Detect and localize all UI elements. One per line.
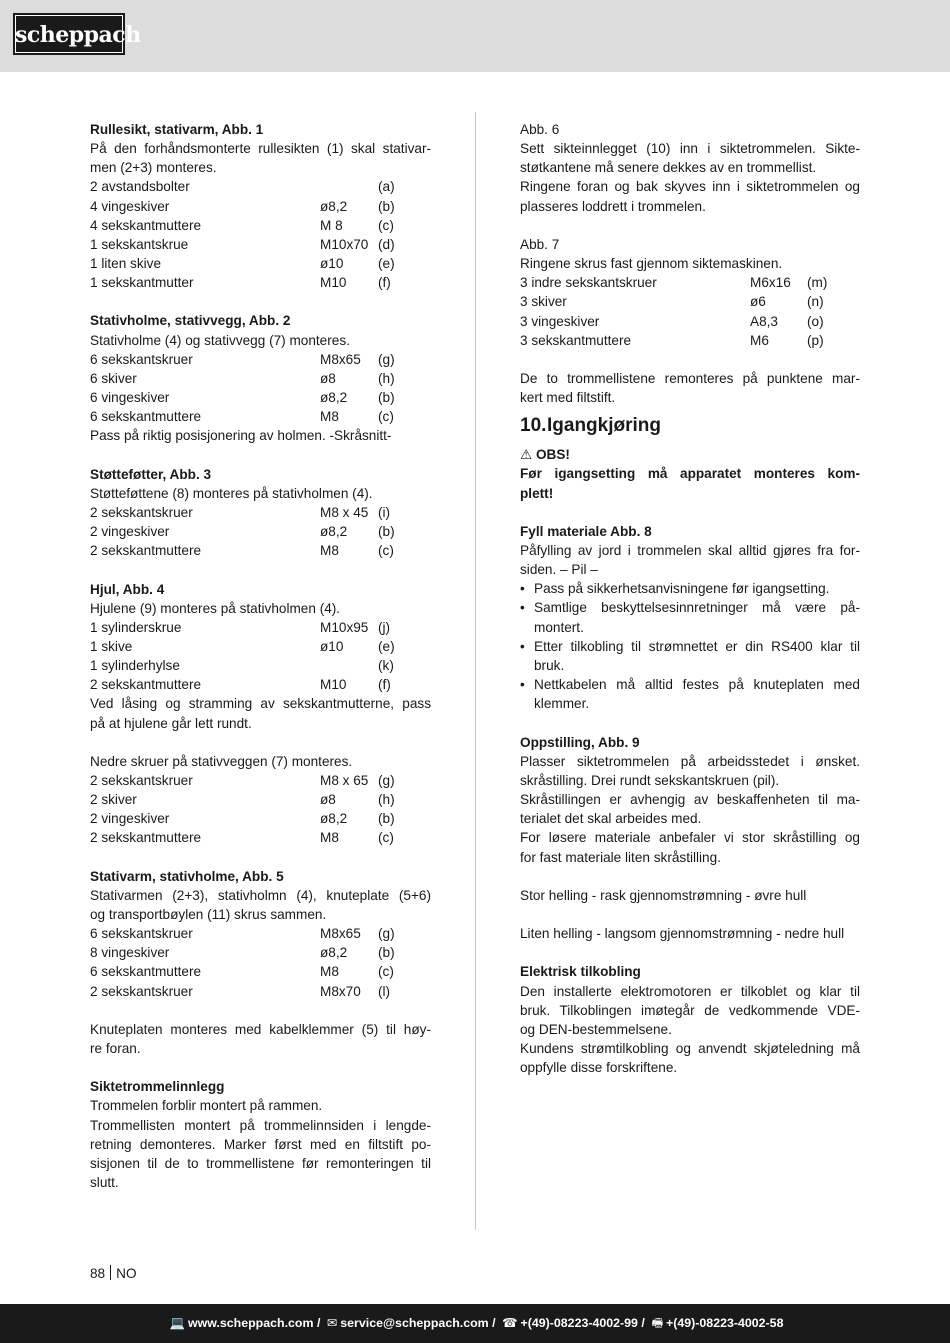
part-ref: (f) bbox=[378, 275, 391, 291]
part-ref: (b) bbox=[378, 198, 395, 214]
part-name: 1 sylinderskrue bbox=[90, 619, 182, 635]
parts-row bbox=[90, 962, 431, 981]
body-line: Stativarmen (2+3), stativholmn (4), knuteplate (5+6) bbox=[90, 887, 431, 903]
body-line: Hjulene (9) monteres på stativholmen (4). bbox=[90, 600, 341, 616]
footer-bar bbox=[0, 1304, 950, 1343]
body-line: Skråstillingen er avhengig av beskaffenheten til ma- bbox=[520, 792, 860, 808]
part-size: M10x95 bbox=[320, 619, 369, 635]
part-size: ø8 bbox=[320, 792, 336, 808]
part-size: A8,3 bbox=[750, 313, 778, 329]
parts-row bbox=[90, 943, 431, 962]
page-language: NO bbox=[116, 1266, 137, 1281]
section-heading: Stativarm, stativholme, Abb. 5 bbox=[90, 868, 284, 884]
body-line: For løsere materiale anbefaler vi stor skråstilling og bbox=[520, 830, 860, 846]
body-line: Nedre skruer på stativveggen (7) monteres. bbox=[90, 753, 353, 769]
part-size: M8x65 bbox=[320, 926, 361, 942]
section-heading: Fyll materiale Abb. 8 bbox=[520, 523, 652, 539]
body-line: Pass på riktig posisjonering av holmen. -Skråsnitt- bbox=[90, 428, 392, 444]
list-item bbox=[520, 579, 860, 598]
body-line: siden. – Pil – bbox=[520, 562, 598, 578]
parts-row bbox=[90, 982, 431, 1001]
part-name: 6 vingeskiver bbox=[90, 390, 170, 406]
list-item-text: Nettkabelen må alltid festes på knuteplaten med bbox=[534, 677, 860, 693]
part-ref: (b) bbox=[378, 811, 395, 827]
part-ref: (j) bbox=[378, 619, 391, 635]
body-line: plasseres loddrett i trommelen. bbox=[520, 198, 706, 214]
body-line: Støtteføttene (8) monteres på stativholmen (4). bbox=[90, 485, 373, 501]
part-name: 2 skiver bbox=[90, 792, 137, 808]
part-name: 1 sylinderhylse bbox=[90, 658, 180, 674]
part-name: 8 vingeskiver bbox=[90, 945, 170, 961]
parts-row bbox=[90, 503, 431, 522]
part-name: 2 sekskantskruer bbox=[90, 772, 193, 788]
part-ref: (c) bbox=[378, 217, 394, 233]
section-heading: Rullesikt, stativarm, Abb. 1 bbox=[90, 122, 264, 137]
body-line: skråstilling. Drei rundt sekskantskruen (pil). bbox=[520, 772, 780, 788]
parts-row bbox=[90, 235, 431, 254]
section-heading: Elektrisk tilkobling bbox=[520, 964, 641, 980]
part-name: 1 sekskantskrue bbox=[90, 236, 189, 252]
part-size: M10x70 bbox=[320, 236, 369, 252]
computer-icon: 💻 bbox=[169, 1316, 185, 1330]
part-name: 1 skive bbox=[90, 638, 133, 654]
part-name: 6 skiver bbox=[90, 370, 137, 386]
body-line: De to trommellistene remonteres på punktene mar- bbox=[520, 370, 860, 386]
part-name: 3 vingeskiver bbox=[520, 313, 600, 329]
part-size: ø8,2 bbox=[320, 198, 348, 214]
body-line: bruk. Tilkoblingen imøtegår de vedkommende VDE- bbox=[520, 1002, 860, 1018]
body-line: og DEN-bestemmelsene. bbox=[520, 1021, 672, 1037]
mail-icon: ✉ bbox=[326, 1316, 338, 1330]
part-size: M8 bbox=[320, 830, 339, 846]
parts-row bbox=[90, 637, 431, 656]
part-size: ø8,2 bbox=[320, 945, 348, 961]
parts-row bbox=[90, 216, 431, 235]
parts-row bbox=[90, 771, 431, 790]
part-ref: (b) bbox=[378, 390, 395, 406]
body-line: Den installerte elektromotoren er tilkoblet og klar til bbox=[520, 983, 860, 999]
parts-row bbox=[90, 809, 431, 828]
part-ref: (e) bbox=[378, 256, 395, 272]
parts-row bbox=[520, 331, 860, 350]
part-name: 6 sekskantmuttere bbox=[90, 964, 202, 980]
parts-row bbox=[90, 350, 431, 369]
body-line: Knuteplaten monteres med kabelklemmer (5) til høy- bbox=[90, 1021, 431, 1037]
bullet-icon: • bbox=[520, 600, 525, 616]
part-ref: (a) bbox=[378, 179, 395, 195]
body-line: Sett sikteinnlegget (10) inn i siktetrommelen. Sikte- bbox=[520, 141, 860, 157]
parts-row bbox=[90, 522, 431, 541]
body-line: slutt. bbox=[90, 1175, 119, 1191]
warning-line: Før igangsetting må apparatet monteres kom- bbox=[520, 466, 860, 482]
part-size: M8x70 bbox=[320, 983, 361, 999]
bullet-icon: • bbox=[520, 581, 525, 597]
part-name: 3 sekskantmuttere bbox=[520, 332, 632, 348]
part-ref: (f) bbox=[378, 677, 391, 693]
part-ref: (p) bbox=[807, 332, 824, 348]
body-line: På den forhåndsmonterte rullesikten (1) skal stativar- bbox=[90, 141, 431, 157]
parts-row bbox=[90, 273, 431, 292]
part-ref: (c) bbox=[378, 409, 394, 425]
body-line: for fast materiale liten skråstilling. bbox=[520, 849, 721, 865]
part-size: M8 bbox=[320, 409, 339, 425]
bullet-icon: • bbox=[520, 638, 525, 654]
part-size bbox=[320, 656, 378, 675]
section-heading: Siktetrommelinnlegg bbox=[90, 1079, 225, 1095]
parts-row bbox=[90, 924, 431, 943]
part-ref: (b) bbox=[378, 945, 395, 961]
part-size: M8 bbox=[320, 964, 339, 980]
list-item bbox=[520, 598, 860, 636]
parts-row bbox=[90, 369, 431, 388]
part-ref: (n) bbox=[807, 294, 824, 310]
part-name: 6 sekskantskruer bbox=[90, 351, 193, 367]
body-line: Trommelen forblir montert på rammen. bbox=[90, 1098, 323, 1114]
part-name: 2 sekskantmuttere bbox=[90, 677, 202, 693]
part-size: M8 x 45 bbox=[320, 504, 369, 520]
section-heading: Støtteføtter, Abb. 3 bbox=[90, 466, 212, 482]
part-ref: (i) bbox=[378, 504, 391, 520]
part-size bbox=[320, 177, 378, 196]
bullet-icon: • bbox=[520, 677, 525, 693]
part-ref: (c) bbox=[378, 964, 394, 980]
scheppach-logo: scheppach bbox=[13, 13, 125, 55]
parts-row bbox=[90, 388, 431, 407]
part-ref: (g) bbox=[378, 926, 395, 942]
body-line: Ringene skrus fast gjennom siktemaskinen. bbox=[520, 256, 783, 272]
body-line: Påfylling av jord i trommelen skal alltid gjøres fra for- bbox=[520, 543, 860, 559]
part-ref: (c) bbox=[378, 830, 394, 846]
list-item-text: Samtlige beskyttelsesinnretninger må være på- bbox=[534, 600, 860, 616]
part-name: 3 skiver bbox=[520, 294, 567, 310]
part-ref: (e) bbox=[378, 638, 395, 654]
list-item-text: bruk. bbox=[534, 657, 565, 673]
list-item-text: Pass på sikkerhetsanvisningene før igangsetting. bbox=[534, 581, 830, 597]
body-line: støtkantene må senere dekkes av en trommellist. bbox=[520, 160, 817, 176]
part-name: 4 vingeskiver bbox=[90, 198, 170, 214]
part-size: M8 x 65 bbox=[320, 772, 369, 788]
part-name: 6 sekskantskruer bbox=[90, 926, 193, 942]
body-line: Stor helling - rask gjennomstrømning - øvre hull bbox=[520, 887, 807, 903]
list-item bbox=[520, 675, 860, 713]
parts-row bbox=[520, 312, 860, 331]
part-name: 4 sekskantmuttere bbox=[90, 217, 202, 233]
parts-row bbox=[90, 541, 431, 560]
part-name: 2 vingeskiver bbox=[90, 524, 170, 540]
part-size: M10 bbox=[320, 677, 347, 693]
part-name: 2 avstandsbolter bbox=[90, 179, 190, 195]
part-name: 2 sekskantmuttere bbox=[90, 543, 202, 559]
parts-row bbox=[90, 618, 431, 637]
part-size: ø6 bbox=[750, 294, 766, 310]
part-size: M8 bbox=[320, 543, 339, 559]
parts-row bbox=[520, 273, 860, 292]
section-heading: Hjul, Abb. 4 bbox=[90, 581, 165, 597]
part-ref: (l) bbox=[378, 983, 391, 999]
body-line: Trommellisten montert på trommelinnsiden i lengde- bbox=[90, 1117, 431, 1133]
figure-ref: Abb. 7 bbox=[520, 236, 560, 252]
warning-line: plett! bbox=[520, 485, 554, 501]
body-line: oppfylle disse forskriftene. bbox=[520, 1060, 678, 1076]
part-size: M8x65 bbox=[320, 351, 361, 367]
body-line: sisjonen til de to trommellistene før remonteringen til bbox=[90, 1155, 431, 1171]
part-name: 2 sekskantskruer bbox=[90, 504, 193, 520]
part-ref: (m) bbox=[807, 275, 828, 291]
part-ref: (h) bbox=[378, 792, 395, 808]
page-number-value: 88 bbox=[90, 1266, 106, 1281]
page-number bbox=[90, 1264, 137, 1283]
warning-heading bbox=[520, 445, 860, 464]
right-column bbox=[520, 120, 860, 1077]
parts-row bbox=[90, 197, 431, 216]
warning-icon: ⚠ bbox=[520, 447, 533, 463]
part-ref: (h) bbox=[378, 370, 395, 386]
footer-separator: / bbox=[641, 1316, 645, 1330]
list-item-text: montert. bbox=[534, 619, 584, 635]
page-number-separator bbox=[110, 1265, 111, 1280]
part-size: ø10 bbox=[320, 638, 344, 654]
body-line: Liten helling - langsom gjennomstrømning - nedre hull bbox=[520, 926, 845, 942]
part-name: 2 sekskantskruer bbox=[90, 983, 193, 999]
part-size: M6 bbox=[750, 332, 769, 348]
section-heading: Oppstilling, Abb. 9 bbox=[520, 734, 640, 750]
body-line: og transportbøylen (11) skrus sammen. bbox=[90, 907, 327, 922]
part-ref: (d) bbox=[378, 236, 395, 252]
part-size: M 8 bbox=[320, 217, 343, 233]
part-name: 1 sekskantmutter bbox=[90, 275, 194, 291]
footer-fax: +(49)-08223-4002-58 bbox=[666, 1316, 784, 1330]
body-line: Ved låsing og stramming av sekskantmutterne, pass bbox=[90, 696, 431, 712]
part-size: M10 bbox=[320, 275, 347, 291]
body-line: på at hjulene går lett rundt. bbox=[90, 715, 252, 731]
parts-row bbox=[90, 254, 431, 273]
phone-icon: ☎ bbox=[502, 1316, 518, 1330]
body-line: terialet det skal arbeides med. bbox=[520, 811, 702, 827]
part-ref: (k) bbox=[378, 658, 394, 674]
part-ref: (c) bbox=[378, 543, 394, 559]
part-name: 2 vingeskiver bbox=[90, 811, 170, 827]
footer-phone: +(49)-08223-4002-99 bbox=[520, 1316, 638, 1330]
footer-website[interactable]: www.scheppach.com bbox=[187, 1316, 314, 1330]
part-name: 6 sekskantmuttere bbox=[90, 409, 202, 425]
parts-row bbox=[520, 292, 860, 311]
part-name: 3 indre sekskantskruer bbox=[520, 275, 657, 291]
fax-icon: 🖷 bbox=[651, 1316, 664, 1330]
footer-separator: / bbox=[492, 1316, 496, 1330]
body-line: men (2+3) monteres. bbox=[90, 160, 217, 176]
body-line: re foran. bbox=[90, 1041, 141, 1057]
part-name: 1 liten skive bbox=[90, 256, 162, 272]
part-ref: (o) bbox=[807, 313, 824, 329]
parts-row bbox=[90, 790, 431, 809]
column-divider bbox=[475, 112, 476, 1230]
part-size: ø8,2 bbox=[320, 390, 348, 406]
left-column bbox=[90, 120, 431, 1192]
part-ref: (g) bbox=[378, 772, 395, 788]
part-size: ø8,2 bbox=[320, 811, 348, 827]
part-size: ø8,2 bbox=[320, 524, 348, 540]
warning-title: OBS! bbox=[535, 447, 570, 463]
figure-ref: Abb. 6 bbox=[520, 122, 560, 137]
body-line: Kundens strømtilkobling og anvendt skjøteledning må bbox=[520, 1041, 860, 1057]
part-name: 2 sekskantmuttere bbox=[90, 830, 202, 846]
part-size: ø8 bbox=[320, 370, 336, 386]
header-band bbox=[0, 0, 950, 72]
chapter-title: Igangkjøring bbox=[547, 415, 661, 437]
list-item bbox=[520, 637, 860, 675]
body-line: retning demonteres. Marker først med en filtstift po- bbox=[90, 1136, 431, 1152]
body-line: Ringene foran og bak skyves inn i siktetrommelen og bbox=[520, 179, 860, 195]
footer-separator: / bbox=[316, 1316, 321, 1330]
parts-row bbox=[90, 828, 431, 847]
parts-row bbox=[90, 675, 431, 694]
body-line: kert med filtstift. bbox=[520, 390, 616, 406]
chapter-heading bbox=[520, 407, 860, 445]
list-item-text: Etter tilkobling til strømnettet er din RS400 klar til bbox=[534, 638, 860, 654]
body-line: Stativholme (4) og stativvegg (7) monteres. bbox=[90, 332, 350, 348]
list-item-text: klemmer. bbox=[534, 696, 590, 712]
body-line: Plasser siktetrommelen på arbeidsstedet i ønsket. bbox=[520, 753, 860, 769]
parts-row bbox=[90, 407, 431, 426]
part-ref: (g) bbox=[378, 351, 395, 367]
chapter-number: 10. bbox=[520, 415, 547, 437]
part-ref: (b) bbox=[378, 524, 395, 540]
section-heading: Stativholme, stativvegg, Abb. 2 bbox=[90, 313, 291, 329]
parts-row bbox=[90, 177, 431, 196]
part-size: ø10 bbox=[320, 256, 344, 272]
parts-row bbox=[90, 656, 431, 675]
footer-email[interactable]: service@scheppach.com bbox=[340, 1316, 489, 1330]
part-size: M6x16 bbox=[750, 275, 791, 291]
